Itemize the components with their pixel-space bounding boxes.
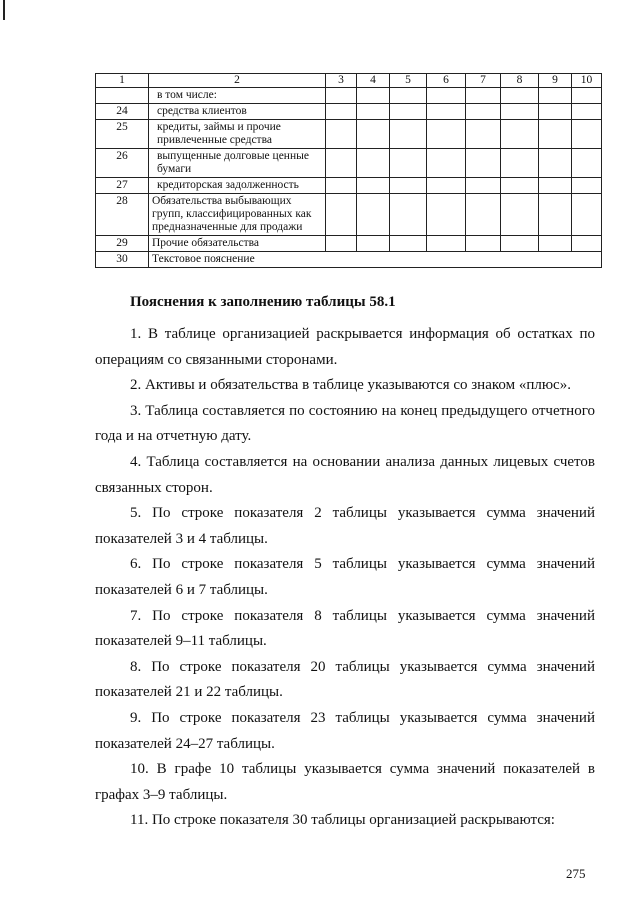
- value-cell: [466, 178, 501, 194]
- value-cell: [357, 88, 390, 104]
- row-number: 29: [96, 236, 149, 252]
- column-header: 3: [326, 74, 357, 88]
- row-label: Обязательства выбывающих групп, классифицированных как предназначенные для продажи: [149, 194, 326, 236]
- table-row: [96, 236, 602, 252]
- row-label: кредиторская задолженность: [149, 178, 326, 194]
- row-label: средства клиентов: [149, 104, 326, 120]
- value-cell: [539, 88, 572, 104]
- value-cell: [539, 149, 572, 178]
- note-paragraph: 2. Активы и обязательства в таблице указываются со знаком «плюс».: [130, 377, 571, 394]
- value-cell: [572, 104, 602, 120]
- value-cell: [501, 178, 539, 194]
- value-cell: [572, 88, 602, 104]
- column-header: 2: [149, 74, 326, 88]
- scan-edge-mark: [3, 0, 5, 20]
- row-number: 25: [96, 120, 149, 149]
- note-paragraph: 3. Таблица составляется по состоянию на конец предыдущего отчетного года и на отчетную дату.: [95, 402, 595, 445]
- value-cell: [390, 88, 427, 104]
- value-cell: [390, 149, 427, 178]
- value-cell: [572, 149, 602, 178]
- column-header: 7: [466, 74, 501, 88]
- value-cell: [357, 149, 390, 178]
- row-number: 28: [96, 194, 149, 236]
- value-cell: [539, 104, 572, 120]
- table-row: [96, 194, 602, 236]
- value-cell: [466, 88, 501, 104]
- value-cell: [427, 194, 466, 236]
- value-cell: [466, 236, 501, 252]
- note-paragraph: 6. По строке показателя 5 таблицы указывается сумма значений показателей 6 и 7 таблицы.: [95, 556, 595, 598]
- column-header: 1: [96, 74, 149, 88]
- value-cell: [357, 236, 390, 252]
- table-header-row: [96, 74, 602, 88]
- section-title: Пояснения к заполнению таблицы 58.1: [130, 294, 396, 310]
- value-cell: [427, 88, 466, 104]
- value-cell: [357, 120, 390, 149]
- value-cell: [390, 236, 427, 252]
- value-cell: [390, 194, 427, 236]
- value-cell: [572, 194, 602, 236]
- value-cell: [326, 149, 357, 178]
- value-cell: [326, 104, 357, 120]
- value-cell: [572, 236, 602, 252]
- row-number: 26: [96, 149, 149, 178]
- row-number: 30: [96, 252, 149, 268]
- value-cell: [427, 120, 466, 149]
- value-cell: [539, 194, 572, 236]
- column-header: 4: [357, 74, 390, 88]
- table-row: [96, 149, 602, 178]
- value-cell: [427, 236, 466, 252]
- note-paragraph: 10. В графе 10 таблицы указывается сумма значений показателей в графах 3–9 таблицы.: [95, 761, 595, 803]
- table-row: [96, 88, 602, 104]
- row-number: [96, 88, 149, 104]
- table-row: [96, 252, 602, 268]
- value-cell: [357, 104, 390, 120]
- value-cell: [357, 194, 390, 236]
- column-header: 9: [539, 74, 572, 88]
- row-number: 24: [96, 104, 149, 120]
- note-paragraph: 8. По строке показателя 20 таблицы указывается сумма значений показателей 21 и 22 таблицы.: [95, 658, 595, 701]
- value-cell: [357, 178, 390, 194]
- value-cell: [326, 194, 357, 236]
- value-cell: [390, 178, 427, 194]
- column-header: 8: [501, 74, 539, 88]
- note-paragraph: 9. По строке показателя 23 таблицы указывается сумма значений показателей 24–27 таблицы.: [95, 709, 595, 752]
- value-cell: [466, 149, 501, 178]
- value-cell: [501, 236, 539, 252]
- note-paragraph: 7. По строке показателя 8 таблицы указывается сумма значений показателей 9–11 таблицы.: [95, 607, 595, 650]
- column-header: 10: [572, 74, 602, 88]
- value-cell: [427, 149, 466, 178]
- value-cell: [501, 149, 539, 178]
- value-cell: [326, 236, 357, 252]
- value-cell: [390, 120, 427, 149]
- row-label: выпущенные долговые ценные бумаги: [149, 149, 326, 178]
- note-paragraph: 1. В таблице организацией раскрывается информация об остатках по операциям со связанными сторонами.: [95, 326, 595, 368]
- table-row: [96, 178, 602, 194]
- column-header: 5: [390, 74, 427, 88]
- notes-list: [95, 322, 595, 834]
- value-cell: [539, 120, 572, 149]
- note-paragraph: 5. По строке показателя 2 таблицы указывается сумма значений показателей 3 и 4 таблицы.: [95, 505, 595, 547]
- row-label: Прочие обязательства: [149, 236, 326, 252]
- value-cell: [326, 88, 357, 104]
- page-number: 275: [566, 866, 586, 881]
- note-paragraph: 11. По строке показателя 30 таблицы организацией раскрываются:: [130, 812, 555, 829]
- row-number: 27: [96, 178, 149, 194]
- value-cell: [466, 194, 501, 236]
- value-cell: [539, 236, 572, 252]
- value-cell: [326, 120, 357, 149]
- table-row: [96, 120, 602, 149]
- value-cell: [539, 178, 572, 194]
- value-cell: [572, 120, 602, 149]
- table-row: [96, 104, 602, 120]
- value-cell: [427, 178, 466, 194]
- value-cell: [390, 104, 427, 120]
- row-label: Текстовое пояснение: [149, 252, 602, 268]
- row-label: в том числе:: [149, 88, 326, 104]
- value-cell: [501, 88, 539, 104]
- note-paragraph: 4. Таблица составляется на основании анализа данных лицевых счетов связанных сторон.: [95, 453, 595, 496]
- value-cell: [501, 194, 539, 236]
- column-header: 6: [427, 74, 466, 88]
- value-cell: [466, 120, 501, 149]
- value-cell: [326, 178, 357, 194]
- value-cell: [501, 120, 539, 149]
- value-cell: [572, 178, 602, 194]
- row-label: кредиты, займы и прочие привлеченные средства: [149, 120, 326, 149]
- value-cell: [501, 104, 539, 120]
- indicators-table: [95, 73, 602, 268]
- value-cell: [427, 104, 466, 120]
- value-cell: [466, 104, 501, 120]
